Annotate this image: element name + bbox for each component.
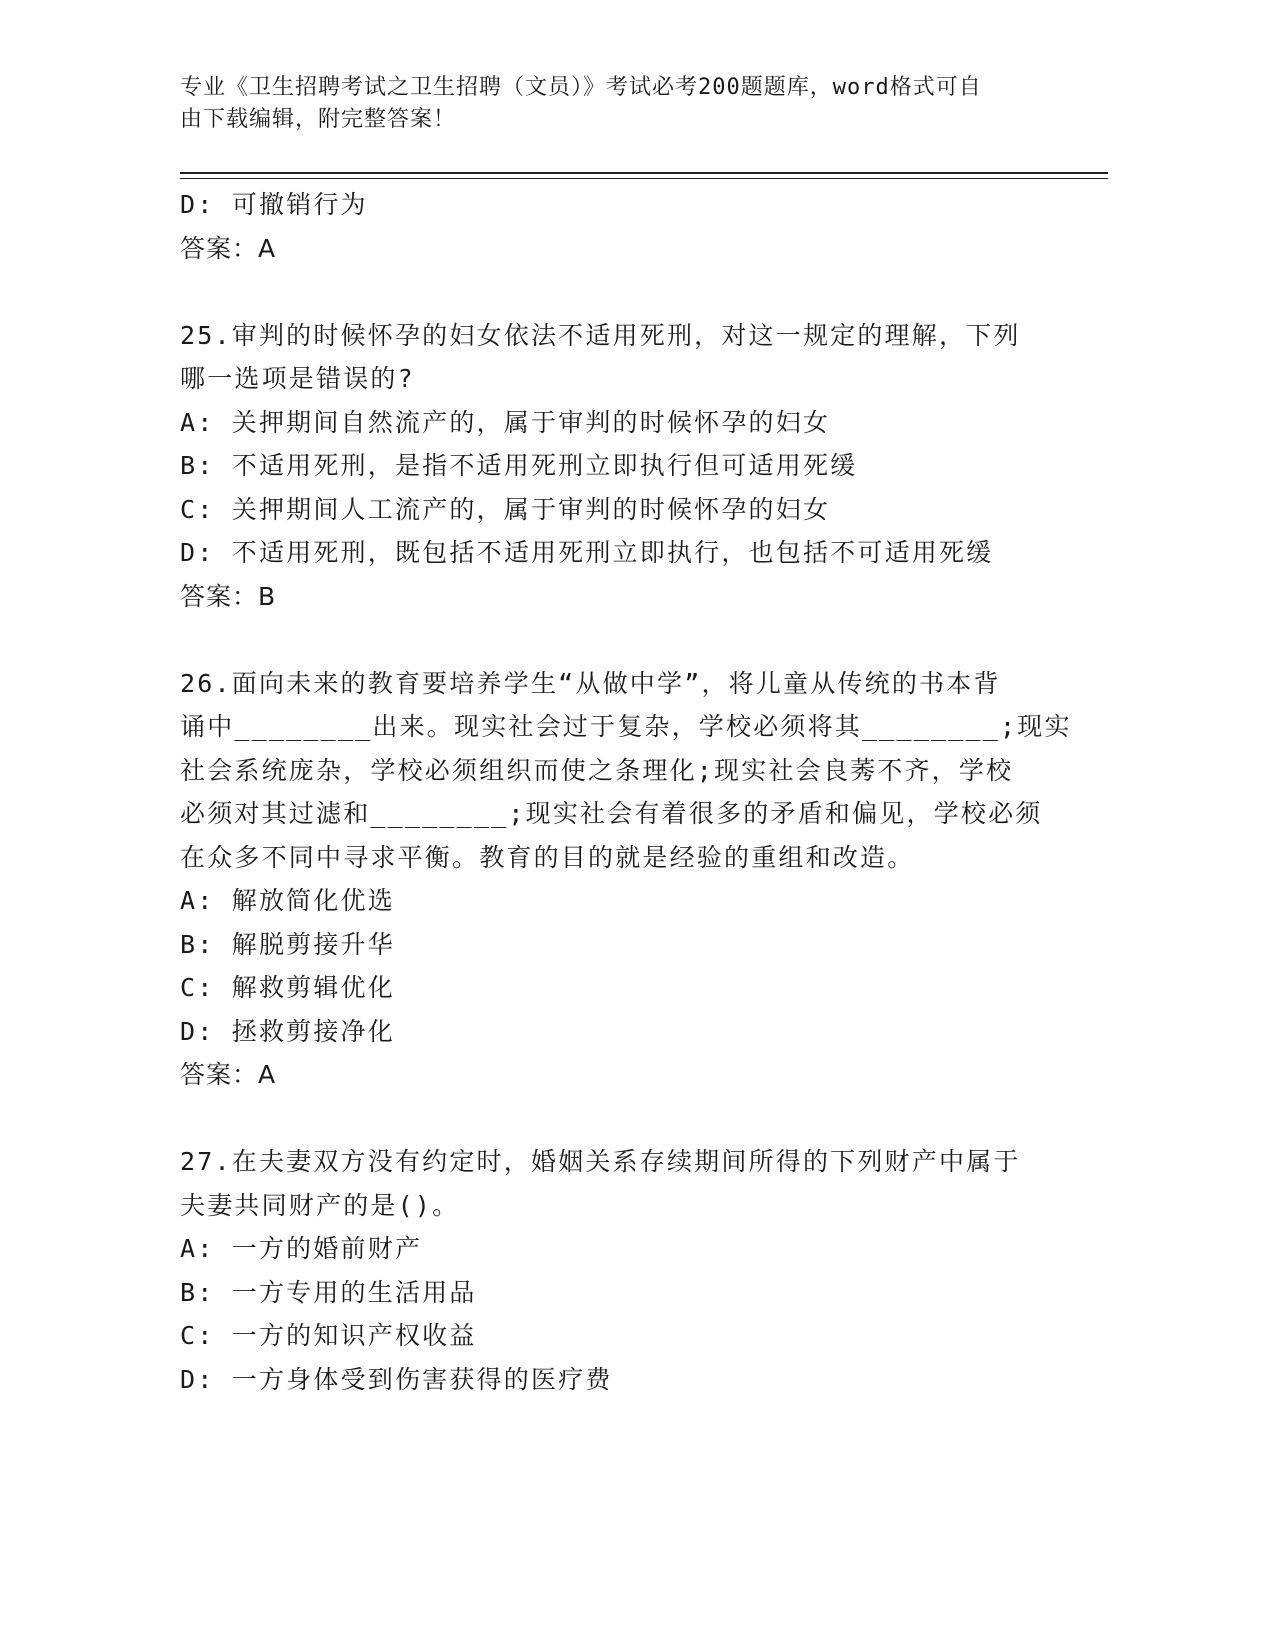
question-text-line: 25.审判的时候怀孕的妇女依法不适用死刑，对这一规定的理解，下列: [180, 320, 1021, 350]
question-26: [180, 662, 1072, 1097]
header-rule-thin: [180, 178, 1108, 179]
option-c: C: 关押期间人工流产的，属于审判的时候怀孕的妇女: [180, 494, 831, 524]
page-header: [180, 72, 1080, 136]
question-text-line: 在众多不同中寻求平衡。教育的目的就是经验的重组和改造。: [180, 842, 915, 872]
question-27: [180, 1140, 1040, 1401]
prev-option-d: D: 可撤销行为: [180, 190, 368, 219]
answer: 答案：B: [180, 581, 277, 611]
header-line-2: 由下载编辑，附完整答案！: [180, 107, 457, 132]
spacer: [180, 1097, 1040, 1141]
header-line-1: 专业《卫生招聘考试之卫生招聘（文员）》考试必考200题题库，word格式可自: [180, 75, 982, 100]
spacer: [180, 618, 1040, 662]
question-text-line: 必须对其过滤和________;现实社会有着很多的矛盾和偏见，学校必须: [180, 799, 1043, 828]
option-a: A: 一方的婚前财产: [180, 1234, 423, 1263]
header-rule-thick: [180, 172, 1108, 174]
question-body: [180, 183, 1072, 1401]
question-25: [180, 314, 1040, 619]
question-text-line: 26.面向未来的教育要培养学生“从做中学”，将儿童从传统的书本背: [180, 668, 1001, 698]
option-c: C: 一方的知识产权收益: [180, 1321, 477, 1350]
option-b: B: 解脱剪接升华: [180, 929, 395, 959]
option-a: A: 关押期间自然流产的，属于审判的时候怀孕的妇女: [180, 407, 831, 437]
spacer: [180, 270, 1040, 314]
question-text-line: 诵中________出来。现实社会过于复杂，学校必须将其________;现实: [180, 712, 1072, 741]
answer: 答案：A: [180, 1060, 277, 1089]
option-d: D: 不适用死刑，既包括不适用死刑立即执行，也包括不可适用死缓: [180, 538, 994, 567]
option-a: A: 解放简化优选: [180, 886, 395, 915]
question-text-line: 哪一选项是错误的?: [180, 364, 415, 393]
prev-answer: 答案：A: [180, 233, 277, 263]
option-c: C: 解救剪辑优化: [180, 973, 395, 1002]
option-d: D: 拯救剪接净化: [180, 1016, 395, 1046]
question-text-line: 27.在夫妻双方没有约定时，婚姻关系存续期间所得的下列财产中属于: [180, 1147, 1021, 1176]
question-text-line: 社会系统庞杂，学校必须组织而使之条理化;现实社会良莠不齐，学校: [180, 755, 1014, 785]
option-b: B: 一方专用的生活用品: [180, 1277, 477, 1307]
question-text-line: 夫妻共同财产的是()。: [180, 1190, 460, 1220]
option-d: D: 一方身体受到伤害获得的医疗费: [180, 1364, 613, 1394]
option-b: B: 不适用死刑，是指不适用死刑立即执行但可适用死缓: [180, 451, 858, 480]
